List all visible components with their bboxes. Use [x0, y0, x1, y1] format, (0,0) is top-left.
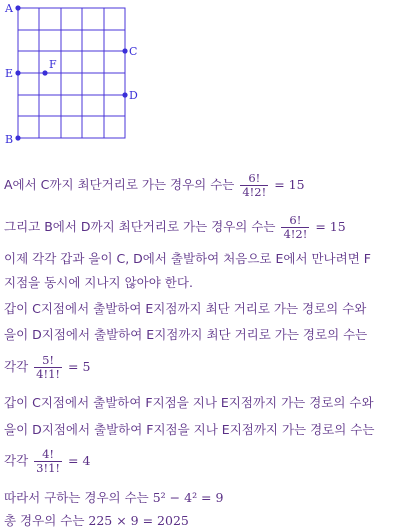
line-8: 갑이 C지점에서 출발하여 F지점을 지나 E지점까지 가는 경로의 수와	[4, 395, 374, 410]
line-5: 갑이 C지점에서 출발하여 E지점까지 최단 거리로 가는 경로의 수와	[4, 301, 367, 316]
point-c	[122, 48, 127, 53]
label-f: F	[49, 58, 57, 71]
label-b: B	[5, 133, 14, 146]
line-4: 지점을 동시에 지나지 않아야 한다.	[4, 275, 193, 290]
line-11: 따라서 구하는 경우의 수는 5² − 4² = 9	[4, 490, 224, 505]
line-2: 그리고 B에서 D까지 최단거리로 가는 경우의 수는 $\frac{6!}{4!2!}$ = 15	[4, 213, 346, 241]
point-d	[122, 92, 127, 97]
label-e: E	[5, 67, 14, 80]
label-c: C	[129, 45, 138, 58]
point-b	[15, 135, 20, 140]
line-1: A에서 C까지 최단거리로 가는 경우의 수는 $\frac{6!}{4!2!}$ = 15	[4, 171, 305, 199]
line-3: 이제 각각 갑과 을이 C, D에서 출발하여 처음으로 E에서 만나려면 F	[4, 251, 371, 266]
point-e	[15, 70, 20, 75]
label-a: A	[5, 2, 13, 15]
line-6: 을이 D지점에서 출발하여 E지점까지 최단 거리로 가는 경로의 수는	[4, 327, 368, 342]
grid-lines	[18, 8, 125, 138]
fraction: $\frac{6!}{4!2!}$	[283, 213, 308, 241]
line-10: 각각 $\frac{4!}{3!1!}$ = 4	[4, 447, 91, 475]
fraction: $\frac{4!}{3!1!}$	[36, 447, 61, 475]
line-12: 총 경우의 수는 225 × 9 = 2025	[4, 513, 189, 528]
lattice-grid-figure	[0, 0, 140, 150]
point-f	[42, 70, 47, 75]
fraction: $\frac{6!}{4!2!}$	[242, 171, 267, 199]
point-a	[15, 5, 20, 10]
fraction: $\frac{5!}{4!1!}$	[36, 353, 61, 381]
line-7: 각각 $\frac{5!}{4!1!}$ = 5	[4, 353, 91, 381]
label-d: D	[129, 89, 138, 102]
line-9: 을이 D지점에서 출발하여 F지점을 지나 E지점까지 가는 경로의 수는	[4, 422, 375, 437]
